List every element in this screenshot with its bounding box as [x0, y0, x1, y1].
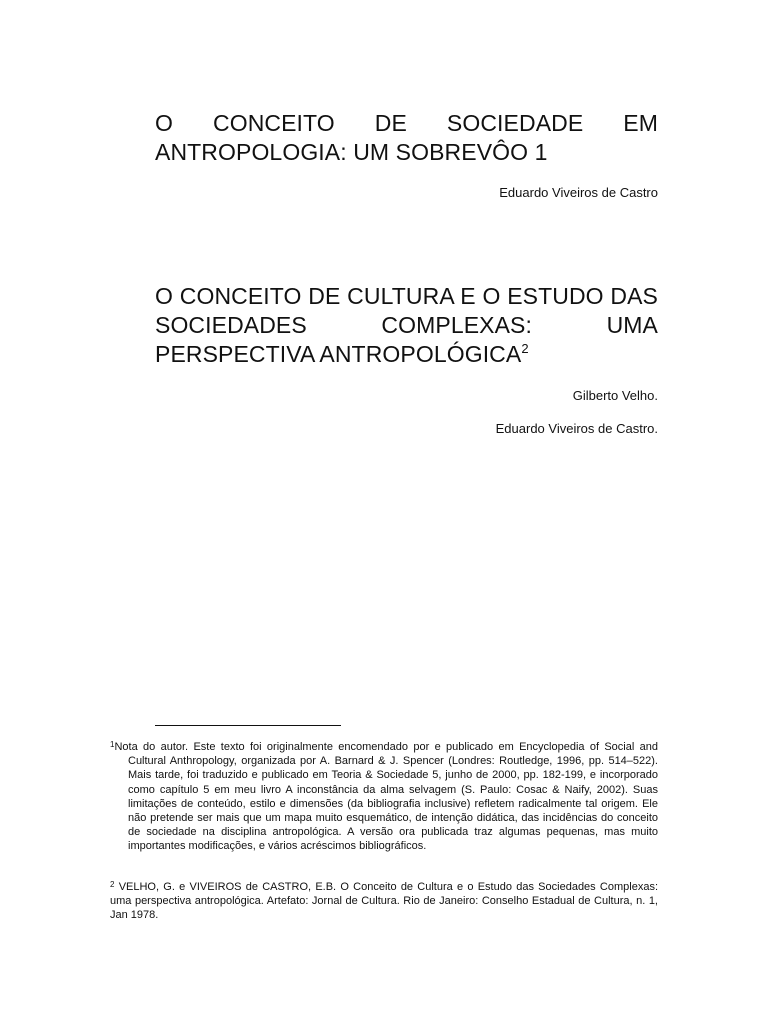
footnote-separator: [155, 725, 341, 726]
footnote-2: [110, 880, 658, 923]
footnote-text: VELHO, G. e VIVEIROS de CASTRO, E.B. O Conceito de Cultura e o Estudo das Sociedades Complexas: uma perspectiva antropológica. Artefato: Jornal de Cultura. Rio de Janeiro: Conselho Estadual de Cultura, n. 1, Jan 1978.: [110, 881, 658, 922]
article-title-sociedade: O CONCEITO DE SOCIEDADE EM ANTROPOLOGIA: UM SOBREVÔO 1: [155, 110, 658, 165]
author-viveiros-coauthor: Eduardo Viveiros de Castro.: [495, 421, 658, 436]
footnote-marker: 1: [110, 740, 115, 749]
footnote-ref-2[interactable]: 2: [521, 341, 529, 356]
footnote-text: Nota do autor. Este texto foi originalmente encomendado por e publicado em Encyclopedia of Social and Cultural Anthropology, organizada por A. Barnard & J. Spencer (Londres: Routledge, 1996, pp. 514–522). Mais tarde, foi traduzido e publicado em Teoria & Sociedade 5, junho de 2000, pp. 182-199, e incorporado como capítulo 5 em meu livro A inconstância da alma selvagem (S. Paulo: Cosac & Naify, 2002). Suas limitações de conteúdo, estilo e dimensões (da bibliografia inclusive) refletem radicalmente tal origem. Ele não pretende ser mais que um mapa muito esquemático, de intenção didática, das incidências do conceito de sociedade na disciplina antropológica. A versão ora publicada traz algumas pequenas, mas muito importantes modificações, e vários acréscimos bibliográficos.: [114, 741, 658, 853]
footnote-marker: 2: [110, 880, 115, 889]
article-title-cultura: O CONCEITO DE CULTURA E O ESTUDO DAS SOCIEDADES COMPLEXAS: UMA PERSPECTIVA ANTROPOLÓGICA$^2$: [155, 283, 658, 367]
author-velho: Gilberto Velho.: [572, 388, 658, 403]
footnote-1: [110, 740, 658, 854]
author-viveiros: Eduardo Viveiros de Castro: [499, 185, 658, 200]
